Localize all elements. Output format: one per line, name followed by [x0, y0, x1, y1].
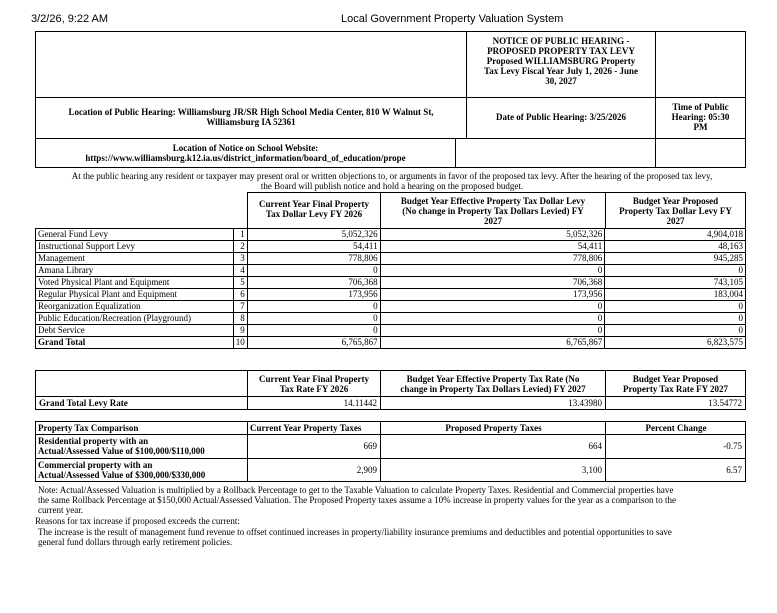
- levy-proposed: 48,163: [605, 241, 746, 253]
- levy-header-proposed-line3: 2027: [666, 216, 685, 226]
- levy-line-number: 4: [233, 265, 247, 277]
- rate-effective: 13.43980: [568, 398, 602, 408]
- website-blank-right: [655, 138, 746, 168]
- levy-effective: 6,765,867: [380, 337, 605, 349]
- levy-line-number: 5: [233, 277, 247, 289]
- levy-row: [36, 301, 746, 313]
- levy-line-number: 2: [233, 241, 247, 253]
- comparison-residential-current: 669: [363, 441, 377, 451]
- comparison-hline-1: [35, 434, 746, 435]
- comparison-residential-label: Residential property with an Actual/Assessed Value of $100,000/$110,000: [38, 436, 205, 456]
- comparison-hline-2: [35, 458, 746, 459]
- levy-name: Debt Service: [36, 325, 234, 337]
- levy-effective: 0: [380, 325, 605, 337]
- levy-proposed: 183,004: [605, 289, 746, 301]
- levy-row: [36, 289, 746, 301]
- website-location: Location of Notice on School Website: https://www.williamsburg.k12.ia.us/district_information/board_of_education/prope: [36, 143, 455, 163]
- levy-header-proposed-line2: Property Tax Dollar Levy FY: [619, 206, 732, 216]
- notice-blank-left: [35, 31, 467, 98]
- levy-header-current-line1: Current Year Final Property: [259, 199, 369, 209]
- comparison-residential-proposed: 664: [588, 441, 602, 451]
- levy-effective: 0: [380, 313, 605, 325]
- levy-name: Voted Physical Plant and Equipment: [36, 277, 234, 289]
- rate-header-proposed-line2: Property Tax Rate FY 2027: [623, 384, 728, 394]
- levy-table: [35, 228, 746, 349]
- levy-line-number: 9: [233, 325, 247, 337]
- levy-header-effective-line1: Budget Year Effective Property Tax Dollar Levy: [400, 196, 586, 206]
- levy-proposed: 6,823,575: [605, 337, 746, 349]
- levy-header-effective-line3: 2027: [484, 216, 502, 226]
- comparison-commercial-current: 2,909: [356, 465, 377, 475]
- rate-divider-3: [605, 396, 606, 410]
- levy-line-number: 6: [233, 289, 247, 301]
- levy-current: 6,765,867: [247, 337, 380, 349]
- levy-current: 173,956: [247, 289, 380, 301]
- rate-row-label: Grand Total Levy Rate: [39, 398, 128, 408]
- levy-name: Grand Total: [36, 337, 234, 349]
- levy-current: 54,411: [247, 241, 380, 253]
- levy-row: [36, 277, 746, 289]
- levy-line-number: 7: [233, 301, 247, 313]
- levy-proposed: 743,105: [605, 277, 746, 289]
- levy-row: [36, 253, 746, 265]
- levy-line-number: 10: [233, 337, 247, 349]
- print-header: [31, 13, 777, 27]
- hearing-time: Time of Public Hearing: 05:30 PM: [671, 102, 730, 132]
- levy-current: 5,052,326: [247, 229, 380, 241]
- levy-effective: 173,956: [380, 289, 605, 301]
- notice-blank-right: [655, 31, 746, 98]
- rate-header-proposed-line1: Budget Year Proposed: [632, 374, 719, 384]
- rate-proposed: 13.54772: [708, 398, 742, 408]
- rate-header-current-line1: Current Year Final Property: [259, 374, 369, 384]
- levy-row: [36, 313, 746, 325]
- levy-line-number: 3: [233, 253, 247, 265]
- rate-header-effective-line1: Budget Year Effective Property Tax Rate (No: [406, 374, 580, 384]
- levy-row: [36, 241, 746, 253]
- levy-effective: 706,368: [380, 277, 605, 289]
- levy-effective: 0: [380, 301, 605, 313]
- levy-line-number: 8: [233, 313, 247, 325]
- rate-header-current-line2: Tax Rate FY 2026: [279, 384, 349, 394]
- rate-header-current: [247, 370, 381, 397]
- hearing-location-box: [35, 97, 467, 139]
- levy-row: [36, 337, 746, 349]
- intro-text: At the public hearing any resident or taxpayer may present oral or written objections to, or arguments in favor of the proposed tax levy. After the hearing of the proposed tax levy, the Board will publish notice and hold a hearing on the proposed budget.: [71, 171, 713, 191]
- website-link[interactable]: https://www.williamsburg.k12.ia.us/district_information/board_of_education/prope: [85, 153, 406, 163]
- levy-header-proposed-line1: Budget Year Proposed: [632, 196, 719, 206]
- notice-title: NOTICE OF PUBLIC HEARING - PROPOSED PROPERTY TAX LEVY Proposed WILLIAMSBURG Property Tax Levy Fiscal Year July 1, 2026 - June 30, 2027: [484, 36, 638, 86]
- levy-proposed: 0: [605, 301, 746, 313]
- note-text: Note: Actual/Assessed Valuation is multiplied by a Rollback Percentage to get to the Taxable Valuation to calculate Property Taxes. Residential and Commercial properties have the same Rollback Percentage at $150,000 Actual/Assessed Valuation. The Proposed Property taxes assume a 10% increase in property values for the year as a comparison to the current year.: [38, 485, 676, 515]
- levy-effective: 0: [380, 265, 605, 277]
- levy-name: Reorganization Equalization: [36, 301, 234, 313]
- notice-title-box: [466, 31, 656, 98]
- hearing-location: Location of Public Hearing: Williamsburg JR/SR High School Media Center, 810 W Walnut St, Williamsburg IA 52361: [68, 107, 434, 127]
- levy-line-number: 1: [233, 229, 247, 241]
- comparison-col-proposed: Proposed Property Taxes: [445, 423, 542, 433]
- levy-proposed: 0: [605, 313, 746, 325]
- levy-proposed: 4,904,018: [605, 229, 746, 241]
- comparison-residential-change: -0.75: [723, 441, 742, 451]
- levy-row: [36, 265, 746, 277]
- rate-header-blank: [35, 370, 248, 397]
- levy-current: 706,368: [247, 277, 380, 289]
- levy-name: Management: [36, 253, 234, 265]
- levy-header-effective: [380, 192, 606, 229]
- comparison-title: Property Tax Comparison: [38, 423, 139, 433]
- rate-header-effective-line2: change in Property Tax Dollars Levied) FY 2027: [400, 384, 586, 394]
- rate-divider-2: [380, 396, 381, 410]
- levy-name: General Fund Levy: [36, 229, 234, 241]
- print-datetime: 3/2/26, 9:22 AM: [31, 13, 109, 25]
- reasons-text: The increase is the result of management fund revenue to offset continued increases in property/liability insurance premiums and deductibles and potential opportunities to save general fund dollars through early retirement policies.: [38, 527, 672, 547]
- website-box: [35, 138, 456, 168]
- levy-header-blank: [35, 192, 248, 229]
- rate-divider-1: [247, 396, 248, 410]
- levy-current: 0: [247, 325, 380, 337]
- comparison-col-change: Percent Change: [645, 423, 707, 433]
- rate-header-proposed: [605, 370, 746, 397]
- rate-row: [35, 396, 746, 410]
- comparison-commercial-change: 6.57: [726, 465, 742, 475]
- levy-effective: 5,052,326: [380, 229, 605, 241]
- levy-name: Public Education/Recreation (Playground): [36, 313, 234, 325]
- levy-header-current-line2: Tax Dollar Levy FY 2026: [265, 209, 363, 219]
- levy-effective: 778,806: [380, 253, 605, 265]
- levy-row: [36, 325, 746, 337]
- rate-header-effective: [380, 370, 606, 397]
- rate-current: 14.11442: [343, 398, 377, 408]
- comparison-commercial-label: Commercial property with an Actual/Assessed Value of $300,000/$330,000: [38, 460, 206, 480]
- website-blank-mid: [455, 138, 656, 168]
- levy-name: Amana Library: [36, 265, 234, 277]
- hearing-date: Date of Public Hearing: 3/25/2026: [496, 112, 626, 122]
- levy-current: 0: [247, 265, 380, 277]
- comparison-col-current: Current Year Property Taxes: [250, 423, 362, 433]
- levy-proposed: 0: [605, 265, 746, 277]
- hearing-time-box: [655, 97, 746, 139]
- hearing-date-box: [466, 97, 656, 139]
- levy-current: 778,806: [247, 253, 380, 265]
- levy-name: Regular Physical Plant and Equipment: [36, 289, 234, 301]
- levy-header-current: [247, 192, 381, 229]
- levy-current: 0: [247, 313, 380, 325]
- reasons-label: Reasons for tax increase if proposed exceeds the current:: [35, 516, 240, 526]
- levy-proposed: 945,285: [605, 253, 746, 265]
- levy-effective: 54,411: [380, 241, 605, 253]
- comparison-commercial-proposed: 3,100: [581, 465, 602, 475]
- levy-proposed: 0: [605, 325, 746, 337]
- levy-header-proposed: [605, 192, 746, 229]
- print-app-title: Local Government Property Valuation System: [341, 13, 564, 25]
- levy-current: 0: [247, 301, 380, 313]
- levy-row: [36, 229, 746, 241]
- comparison-divider-a: [247, 421, 248, 482]
- levy-name: Instructional Support Levy: [36, 241, 234, 253]
- levy-header-effective-line2: (No change in Property Tax Dollars Levied) FY: [402, 206, 584, 216]
